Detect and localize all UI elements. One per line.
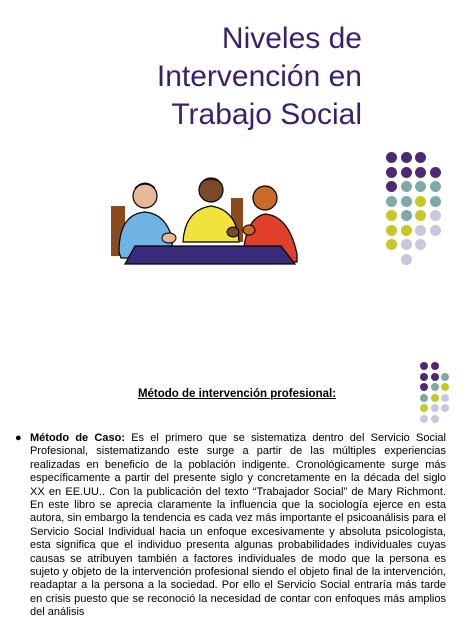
decorative-dot [430, 181, 441, 192]
decorative-dot [441, 373, 449, 381]
decorative-dot [401, 181, 412, 192]
decorative-dot [420, 362, 428, 370]
decorative-dot [401, 152, 412, 163]
title-line-3: Trabajo Social [171, 98, 362, 131]
decorative-dot [430, 167, 441, 178]
decorative-dot [386, 196, 397, 207]
hands-right [243, 225, 255, 235]
decorative-dot [420, 404, 428, 412]
section-heading: Método de intervención profesional: [137, 388, 337, 400]
meeting-clipart [105, 172, 310, 272]
decorative-dot [415, 196, 426, 207]
decorative-dot [420, 415, 428, 423]
decorative-dot [431, 373, 439, 381]
decorative-dot [401, 210, 412, 221]
decorative-dot [415, 225, 426, 236]
decorative-dot [401, 239, 412, 250]
person-left-head [133, 184, 157, 208]
decorative-dot [401, 225, 412, 236]
decorative-dot [386, 225, 397, 236]
table [125, 246, 295, 264]
decorative-dot [386, 167, 397, 178]
decorative-dot [401, 254, 412, 265]
decorative-dot [386, 210, 397, 221]
decorative-dot [431, 404, 439, 412]
bullet-icon: ● [15, 432, 22, 444]
decorative-dot [420, 373, 428, 381]
decorative-dot [431, 415, 439, 423]
page-title [110, 20, 362, 134]
decorative-dot [401, 196, 412, 207]
decorative-dot [415, 167, 426, 178]
decorative-dot [386, 152, 397, 163]
decorative-dot [415, 210, 426, 221]
decorative-dot [415, 181, 426, 192]
decorative-dot [430, 196, 441, 207]
hands-middle [227, 227, 239, 237]
decorative-dot [386, 181, 397, 192]
decorative-dot [430, 225, 441, 236]
decorative-dot [441, 404, 449, 412]
decorative-dot [386, 239, 397, 250]
title-line-1: Niveles de [221, 22, 362, 55]
decorative-dot [415, 239, 426, 250]
hands-left [162, 233, 176, 243]
decorative-dot [401, 167, 412, 178]
decorative-dot [415, 152, 426, 163]
item-text: Es el primero que se sistematiza dentro del Servicio Social Profesional, sistematizando este surge a partir de las múltiples experiencias realizadas en beneficio de la población indigente. Cronológicamente surge más específicamente a partir del presente siglo y concretamente en la década del siglo XX en EE.UU.. Con la publicación del texto “Trabajador Social” de Mary Richmont. En este libro se aprecia claramente la influencia que la sociología ejerce en esta autora, sin embargo la tendencia es cada vez más importante el psicoanálisis para el Servicio Social Individual hacia un enfoque excesivamente y absoluta psicologista, esta significa que el individuo presenta algunas probabilidades individuales cuyas causas se atribuyen también a factores individuales de modo que la persona es sujeto y objeto de la intervención profesional siendo el objeto final de la intervención, readaptar a la persona a la sociedad. Por ello el Servicio Social entraría más tarde en crisis puesto que se reconoció la necesidad de contar con enfoques más amplios del análisis [30, 432, 446, 619]
title-line-2: Intervención en [156, 60, 362, 93]
section-body [15, 432, 446, 620]
decorative-dot [431, 362, 439, 370]
decorative-dot [430, 210, 441, 221]
person-right-head [253, 186, 277, 210]
item-lead: Método de Caso: [30, 432, 132, 444]
